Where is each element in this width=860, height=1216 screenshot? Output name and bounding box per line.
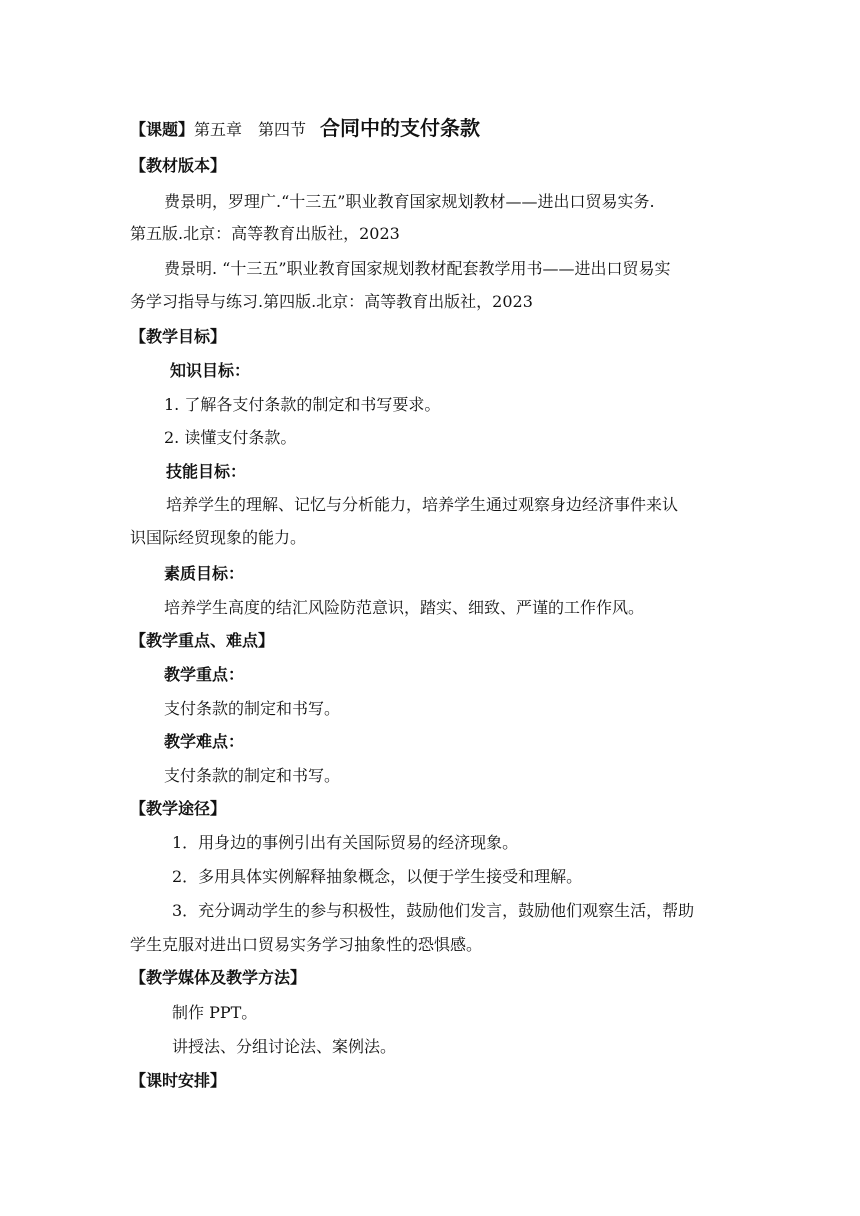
approach-item-1: 1．用身边的事例引出有关国际贸易的经济现象。 — [172, 833, 519, 852]
key-points-heading: 【教学重点、难点】 — [130, 631, 275, 650]
textbook-line-3: 费景明. “十三五”职业教育国家规划教材配套教学用书——进出口贸易实 — [164, 259, 671, 278]
lesson-title: 合同中的支付条款 — [320, 116, 481, 140]
quality-goal-text: 培养学生高度的结汇风险防范意识，踏实、细致、严谨的工作作风。 — [164, 598, 645, 617]
title-prefix: 【课题】 — [130, 120, 195, 139]
knowledge-goal-label: 知识目标： — [170, 361, 251, 380]
textbook-line-2: 第五版.北京：高等教育出版社，2023 — [130, 224, 400, 243]
skill-goal-line-1: 培养学生的理解、记忆与分析能力，培养学生通过观察身边经济事件来认 — [166, 495, 679, 514]
textbook-line-4: 务学习指导与练习.第四版.北京：高等教育出版社，2023 — [130, 292, 533, 311]
schedule-heading: 【课时安排】 — [130, 1071, 227, 1090]
quality-goal-label: 素质目标： — [164, 564, 245, 583]
goals-heading: 【教学目标】 — [130, 327, 227, 346]
knowledge-goal-2: 2. 读懂支付条款。 — [164, 428, 297, 447]
lesson-title-line — [130, 118, 480, 140]
approach-item-2: 2．多用具体实例解释抽象概念，以便于学生接受和理解。 — [172, 867, 583, 886]
difficulty-text: 支付条款的制定和书写。 — [164, 766, 341, 785]
difficulty-label: 教学难点： — [164, 732, 245, 751]
textbook-heading: 【教材版本】 — [130, 156, 227, 175]
textbook-line-1: 费景明，罗理广.“十三五”职业教育国家规划教材——进出口贸易实务. — [164, 192, 655, 211]
approach-heading: 【教学途径】 — [130, 799, 227, 818]
skill-goal-label: 技能目标： — [166, 462, 247, 481]
media-line-1: 制作 PPT。 — [172, 1003, 258, 1022]
chapter-label: 第五章 — [194, 120, 243, 139]
media-line-2: 讲授法、分组讨论法、案例法。 — [172, 1037, 397, 1056]
section-label: 第四节 — [258, 120, 307, 139]
skill-goal-line-2: 识国际经贸现象的能力。 — [130, 528, 307, 547]
knowledge-goal-1: 1. 了解各支付条款的制定和书写要求。 — [164, 395, 441, 414]
approach-item-3-line-1: 3．充分调动学生的参与积极性，鼓励他们发言，鼓励他们观察生活，帮助 — [172, 901, 695, 920]
focus-text: 支付条款的制定和书写。 — [164, 699, 341, 718]
focus-label: 教学重点： — [164, 665, 245, 684]
approach-item-3-line-2: 学生克服对进出口贸易实务学习抽象性的恐惧感。 — [130, 935, 483, 954]
media-heading: 【教学媒体及教学方法】 — [130, 968, 307, 987]
